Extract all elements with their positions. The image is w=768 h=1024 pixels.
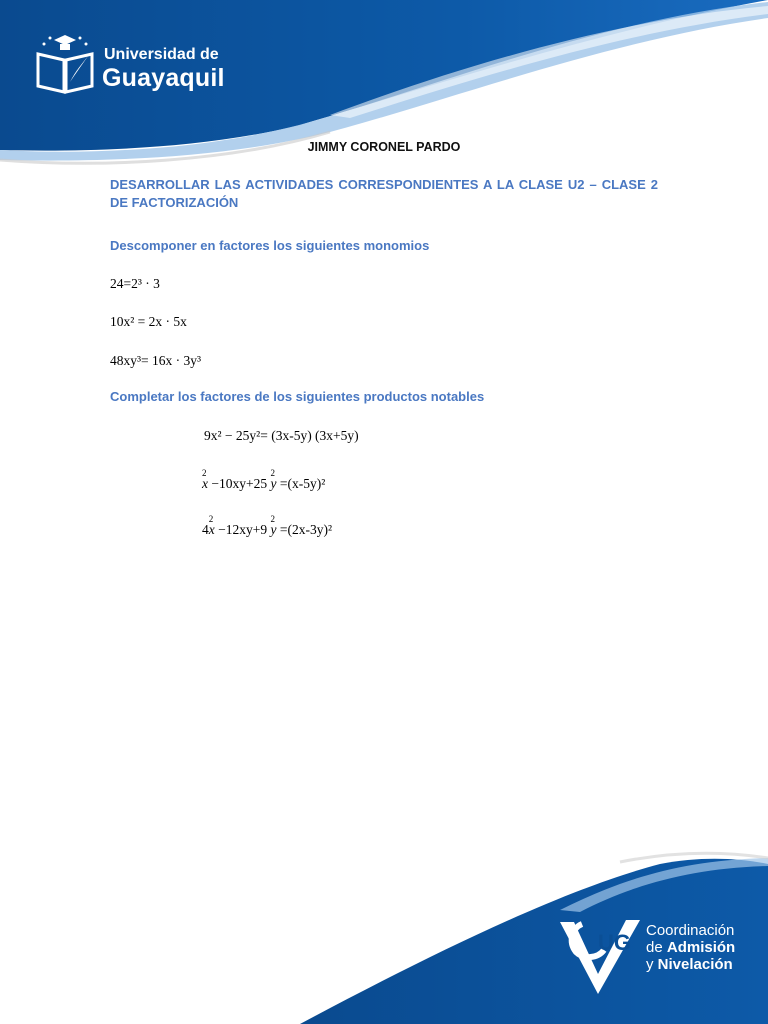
admissions-text [646, 922, 735, 973]
section-heading-monomials: Descomponer en factores los siguientes monomios [110, 238, 430, 253]
ug-emblem-icon [554, 916, 644, 996]
book-crest-icon [34, 30, 100, 96]
admissions-logo [554, 916, 754, 996]
admissions-line2 [646, 939, 735, 956]
monomial-2: 10x² = 2x · 5x [110, 314, 187, 329]
author-name: JIMMY CORONEL PARDO [307, 140, 461, 154]
product-2-var-b: y [270, 476, 277, 491]
admissions-line2-pre: de [646, 939, 667, 956]
product-3-lead: 4 [202, 522, 209, 537]
admissions-line3-bold: Nivelación [657, 956, 733, 973]
emblem-letters: UG [598, 930, 631, 955]
product-3-middle: −12xy+9 [218, 522, 271, 537]
product-3-var-b: y [270, 522, 277, 537]
monomial-1: 24=2³ · 3 [110, 276, 160, 291]
admissions-line3 [646, 956, 735, 973]
admissions-line3-pre: y [646, 956, 658, 973]
admissions-line1: Coordinación [646, 922, 735, 939]
section-heading-products: Completar los factores de los siguientes productos notables [110, 389, 485, 404]
university-logo [34, 30, 234, 100]
admissions-line2-bold: Admisión [666, 939, 736, 956]
product-1: 9x² − 25y²= (3x-5y) (3x+5y) [204, 428, 359, 443]
product-2-result: =(x-5y)² [279, 476, 326, 491]
product-3: 4x2 −12xy+9 y2 =(2x-3y)² [202, 514, 333, 537]
document-title: DESARROLLAR LAS ACTIVIDADES CORRESPONDIENTES A LA CLASE U2 – CLASE 2 DE FACTORIZACIÓN [110, 177, 658, 210]
product-2-middle: −10xy+25 [211, 476, 271, 491]
product-2: x2 −10xy+25 y2 =(x-5y)² [202, 468, 326, 491]
product-3-var-a: x [208, 522, 215, 537]
monomial-3: 48xy³= 16x · 3y³ [110, 353, 202, 368]
product-3-result: =(2x-3y)² [279, 522, 333, 537]
product-2-var-a: x [202, 476, 208, 491]
logo-text-line1: Universidad de [104, 46, 219, 63]
logo-text-line2: Guayaquil [102, 64, 225, 92]
